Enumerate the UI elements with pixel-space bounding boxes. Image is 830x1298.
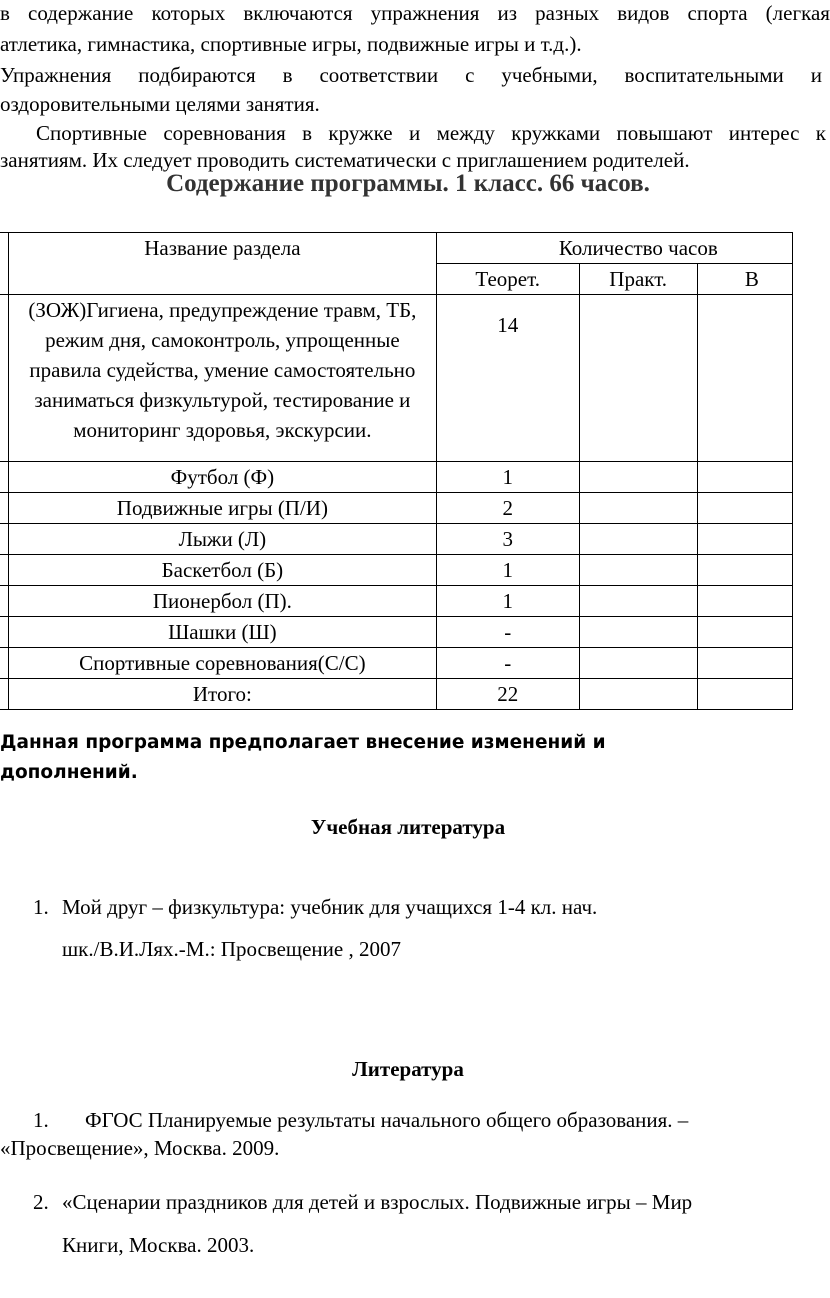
row-theory: 22 (436, 679, 579, 710)
table-row (0, 493, 793, 524)
row-practice (579, 462, 697, 493)
hours-table (0, 232, 793, 710)
table-row (0, 617, 793, 648)
row-num (0, 295, 8, 462)
row-practice (579, 586, 697, 617)
word: (легкая (765, 1, 830, 25)
intro-line-6: занятиям. Их следует проводить систематически с приглашением родителей. (0, 148, 690, 172)
literature-num: 2. (33, 1190, 49, 1214)
row-practice (579, 295, 697, 462)
word: к (815, 121, 826, 145)
row-total (697, 617, 792, 648)
row-theory: 14 (436, 295, 579, 462)
row-theory: 2 (436, 493, 579, 524)
word: воспитательными (624, 63, 784, 87)
header-total: В (697, 264, 792, 295)
word: которых (151, 1, 226, 25)
row-theory: 1 (436, 586, 579, 617)
row-total (697, 524, 792, 555)
row-num (0, 462, 8, 493)
row-name: Шашки (Ш) (8, 617, 436, 648)
word: соревнования (163, 121, 286, 145)
row-num (0, 586, 8, 617)
word: включаются (243, 1, 353, 25)
header-theory: Теорет. (436, 264, 579, 295)
word: в (302, 121, 313, 145)
intro-line-5 (36, 120, 826, 146)
row-theory: - (436, 648, 579, 679)
literature-line-2: Книги, Москва. 2003. (62, 1233, 255, 1257)
intro-line-2: атлетика, гимнастика, спортивные игры, подвижные игры и т.д.). (0, 32, 582, 56)
word: содержание (28, 1, 134, 25)
note-line-2: дополнений. (0, 762, 138, 783)
word: учебными, (501, 63, 598, 87)
row-practice (579, 617, 697, 648)
header-hours-label: Количество часов (558, 236, 718, 260)
row-total (697, 295, 792, 462)
header-hours (436, 233, 792, 264)
note-line-1: Данная программа предполагает внесение изменений и (0, 732, 606, 753)
literature-title: Литература (352, 1057, 464, 1081)
word: упражнения (370, 1, 480, 25)
table-row (0, 555, 793, 586)
row-name: Итого: (8, 679, 436, 710)
row-total (697, 679, 792, 710)
row-num (0, 493, 8, 524)
row-theory: 1 (436, 462, 579, 493)
row-practice (579, 524, 697, 555)
word: кружке (328, 121, 393, 145)
word: из (497, 1, 518, 25)
row-total (697, 586, 792, 617)
row-total (697, 462, 792, 493)
word: видов (617, 1, 670, 25)
literature-line-1: «Сценарии праздников для детей и взрослых. Подвижные игры – Мир (62, 1190, 693, 1214)
word: интерес (728, 121, 800, 145)
row-num (0, 524, 8, 555)
intro-line-1 (0, 0, 830, 26)
row-practice (579, 679, 697, 710)
intro-line-3 (0, 62, 822, 88)
row-practice (579, 555, 697, 586)
row-name: Пионербол (П). (8, 586, 436, 617)
word: кружками (511, 121, 601, 145)
word: между (436, 121, 495, 145)
row-theory: - (436, 617, 579, 648)
word: и (810, 63, 822, 87)
header-section: Название раздела (8, 233, 436, 295)
textbook-num: 1. (33, 895, 49, 919)
row-total (697, 493, 792, 524)
table-row (0, 586, 793, 617)
table-row (0, 462, 793, 493)
row-num (0, 555, 8, 586)
row-num (0, 648, 8, 679)
row-practice (579, 648, 697, 679)
row-theory: 3 (436, 524, 579, 555)
row-name: Подвижные игры (П/И) (8, 493, 436, 524)
word: в (0, 1, 10, 25)
word: разных (535, 1, 600, 25)
word: повышают (616, 121, 713, 145)
table-row (0, 648, 793, 679)
word: Спортивные (36, 121, 147, 145)
row-num (0, 617, 8, 648)
textbook-line-1: Мой друг – физкультура: учебник для учащихся 1-4 кл. нач. (62, 895, 598, 919)
word: и (408, 121, 421, 145)
literature-line-2: «Просвещение», Москва. 2009. (0, 1136, 280, 1160)
row-name: Баскетбол (Б) (8, 555, 436, 586)
word: Упражнения (0, 63, 112, 87)
row-name: Лыжи (Л) (8, 524, 436, 555)
table-row-total (0, 679, 793, 710)
literature-line-1: ФГОС Планируемые результаты начального общего образования. – (85, 1108, 689, 1132)
header-practice: Практ. (579, 264, 697, 295)
row-theory: 1 (436, 555, 579, 586)
row-name: (ЗОЖ)Гигиена, предупреждение травм, ТБ, режим дня, самоконтроль, упрощенные правила судейства, умение самостоятельно заниматься физкультурой, тестирование и мониторинг здоровья, экскурсии. (8, 295, 436, 462)
row-total (697, 555, 792, 586)
intro-line-4: оздоровительными целями занятия. (0, 92, 320, 116)
table-header-row (0, 233, 793, 264)
row-num (0, 679, 8, 710)
row-name: Футбол (Ф) (8, 462, 436, 493)
table-row (0, 295, 793, 462)
word: подбираются (138, 63, 256, 87)
row-total (697, 648, 792, 679)
textbooks-title: Учебная литература (310, 815, 506, 839)
row-name: Спортивные соревнования(С/С) (8, 648, 436, 679)
word: соответствии (319, 63, 439, 87)
word: в (282, 63, 293, 87)
literature-num: 1. (33, 1108, 49, 1132)
header-num-cell (0, 233, 8, 295)
program-title: Содержание программы. 1 класс. 66 часов. (166, 170, 650, 197)
row-practice (579, 493, 697, 524)
word: с (465, 63, 475, 87)
textbook-line-2: шк./В.И.Лях.-М.: Просвещение , 2007 (62, 937, 401, 961)
word: спорта (687, 1, 748, 25)
table-row (0, 524, 793, 555)
